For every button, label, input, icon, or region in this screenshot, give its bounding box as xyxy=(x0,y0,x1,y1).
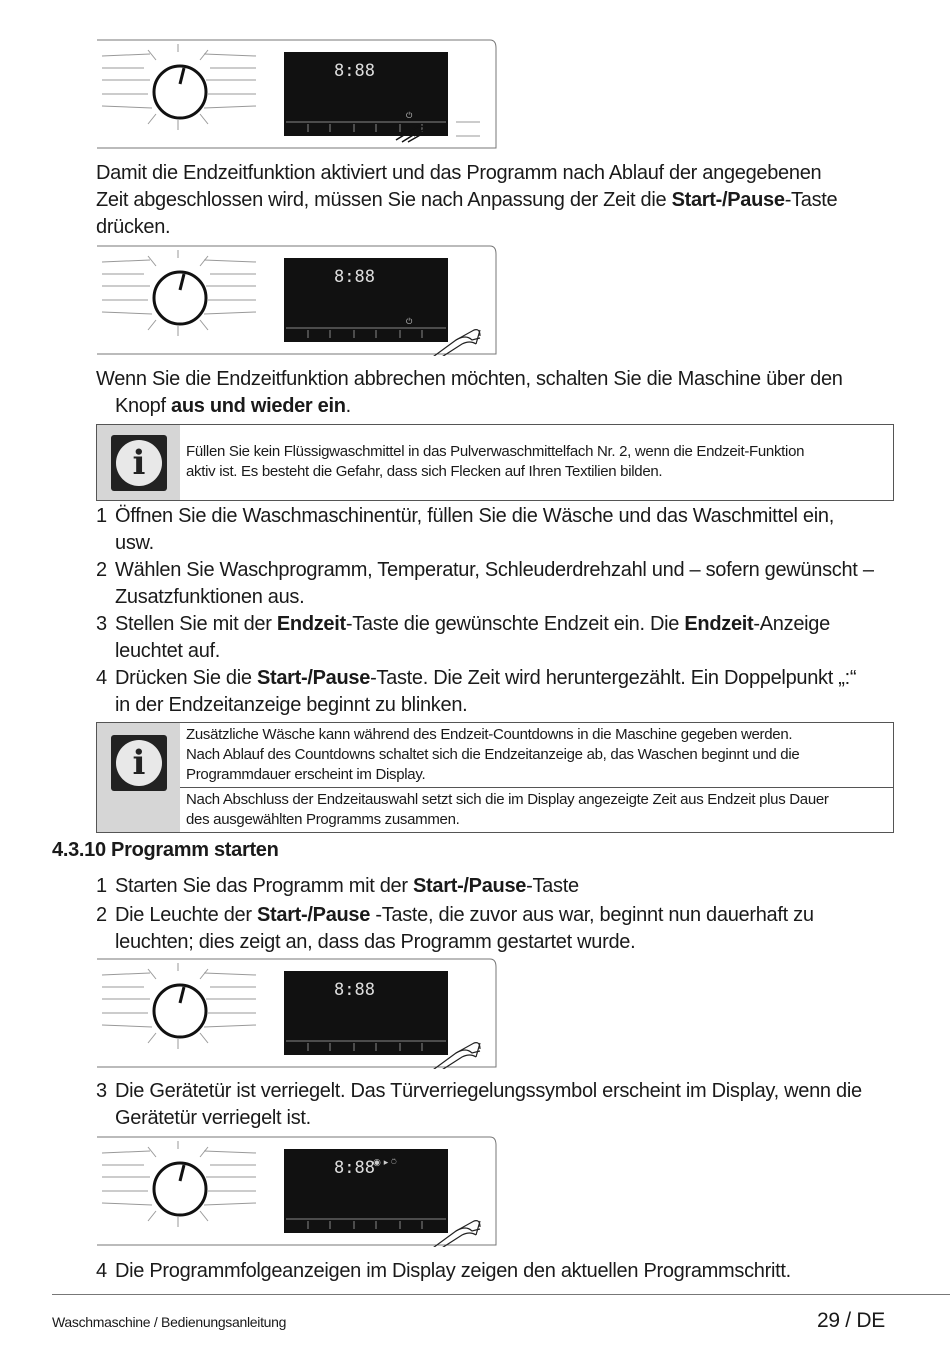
info-icon: i xyxy=(111,735,167,791)
list-item: 3 Die Gerätetür ist verriegelt. Das Türverriegelungssymbol erscheint im Display, wenn die Gerätetür verriegelt ist. xyxy=(96,1080,862,1129)
svg-text:8:88: 8:88 xyxy=(334,980,375,1000)
list-item: 1 Starten Sie das Programm mit der Start-/Pause-Taste xyxy=(96,875,579,897)
svg-text:⏻: ⏻ xyxy=(406,111,413,120)
control-panel-illustration xyxy=(96,957,498,1067)
control-panel-illustration xyxy=(96,244,498,354)
svg-text:⏻: ⏻ xyxy=(406,317,413,326)
list-item: 2 Wählen Sie Waschprogramm, Temperatur, Schleuderdrehzahl und – sofern gewünscht – Zusatzfunktionen aus. xyxy=(96,559,874,608)
list-item: 1 Öffnen Sie die Waschmaschinentür, füllen Sie die Wäsche und das Waschmittel ein, usw. xyxy=(96,505,834,554)
page-number: 29 / DE xyxy=(817,1309,885,1332)
control-panel-illustration xyxy=(96,38,498,148)
paragraph-endzeit-activate: Damit die Endzeitfunktion aktiviert und das Programm nach Ablauf der angegebenen Zeit abgeschlossen wird, müssen Sie nach Anpassung der Zeit die Start-/Pause-Taste drücken. xyxy=(96,162,838,238)
section-heading: 4.3.10 Programm starten xyxy=(52,839,279,861)
footer-title: Waschmaschine / Bedienungsanleitung xyxy=(52,1314,287,1330)
svg-text:8:88: 8:88 xyxy=(334,1158,375,1178)
info-icon: i xyxy=(111,435,167,491)
list-item: 4 Drücken Sie die Start-/Pause-Taste. Die Zeit wird heruntergezählt. Ein Doppelpunkt „:“ in der Endzeitanzeige beginnt zu blinken. xyxy=(96,667,857,716)
footer-rule xyxy=(52,1294,950,1295)
paragraph-endzeit-cancel: Wenn Sie die Endzeitfunktion abbrechen möchten, schalten Sie die Maschine über den Knopf aus und wieder ein. xyxy=(96,368,843,417)
svg-text:8:88: 8:88 xyxy=(334,267,375,287)
door-lock-icon: ◉ ▸ ⍥ xyxy=(373,1158,397,1168)
display-digits: 8:88 xyxy=(334,61,375,81)
list-item: 2 Die Leuchte der Start-/Pause -Taste, die zuvor aus war, beginnt nun dauerhaft zu leuchten; dies zeigt an, dass das Programm gestartet wurde. xyxy=(96,904,814,953)
list-item: 3 Stellen Sie mit der Endzeit-Taste die gewünschte Endzeit ein. Die Endzeit-Anzeige leuchtet auf. xyxy=(96,613,830,662)
list-item: 4 Die Programmfolgeanzeigen im Display zeigen den aktuellen Programmschritt. xyxy=(96,1260,791,1282)
info-note: i Zusätzliche Wäsche kann während des Endzeit-Countdowns in die Maschine gegeben werden. Nach Ablauf des Countdowns schaltet sich die Endzeitanzeige ab, das Waschen beginnt und die Programmdauer erscheint im Display. Nach Abschluss der Endzeitauswahl setzt sich die im Display angezeigte Zeit aus Endzeit plus Dauer des ausgewählten Programms zusammen. xyxy=(96,722,894,833)
control-panel-illustration xyxy=(96,1135,498,1245)
info-note: i Füllen Sie kein Flüssigwaschmittel in das Pulverwaschmittelfach Nr. 2, wenn die Endzeit-Funktion aktiv ist. Es besteht die Gefahr, dass sich Flecken auf Ihren Textilien bilden. xyxy=(96,424,894,501)
